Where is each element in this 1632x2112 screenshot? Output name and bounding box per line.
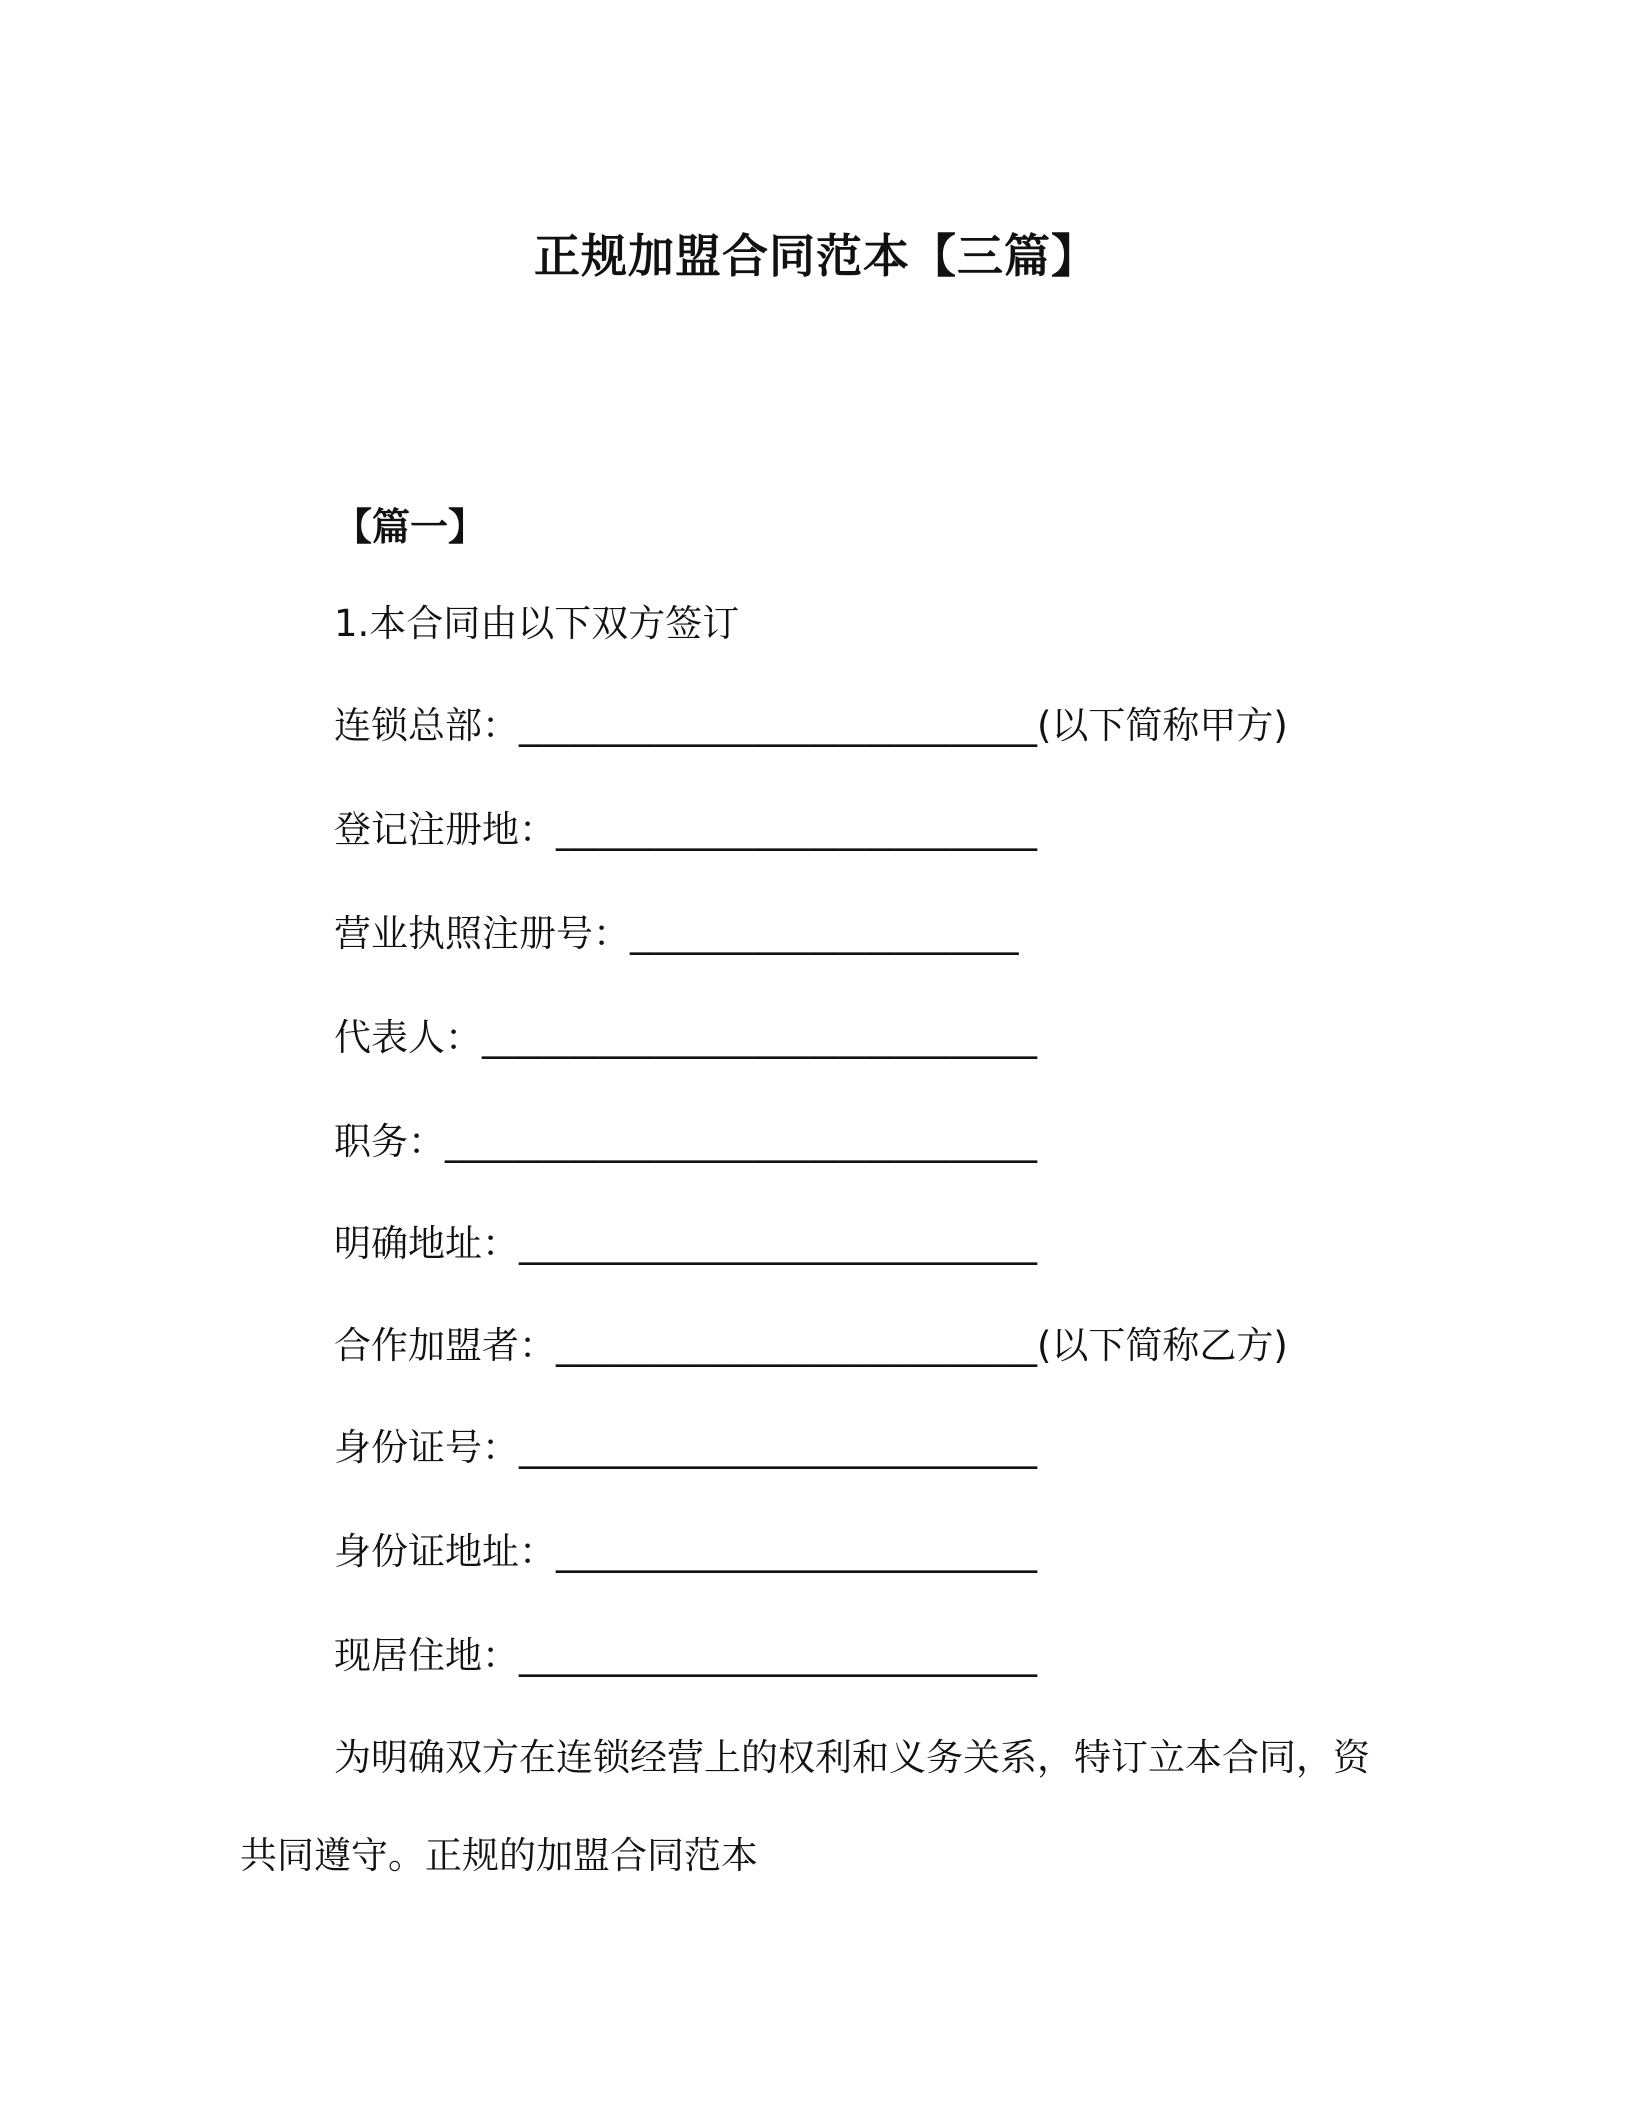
- field-label: 身份证地址：: [334, 1530, 556, 1573]
- field-label: 连锁总部：: [334, 704, 519, 747]
- field-label: 营业执照注册号：: [334, 912, 630, 955]
- field-current-residence: [334, 1632, 1037, 1680]
- document-title: 正规加盟合同范本【三篇】: [534, 229, 1098, 283]
- field-suffix: (以下简称乙方): [1037, 1324, 1288, 1367]
- field-label: 职务：: [334, 1120, 445, 1163]
- field-label: 现居住地：: [334, 1634, 519, 1677]
- field-blank: __________________________: [556, 1324, 1037, 1367]
- field-label: 合作加盟者：: [334, 1324, 556, 1367]
- section-heading: 【篇一】: [334, 505, 487, 549]
- field-address: [334, 1220, 1037, 1268]
- field-blank: ____________________________: [519, 1634, 1037, 1677]
- field-blank: ____________________________: [519, 1222, 1037, 1265]
- field-id-number: [334, 1424, 1037, 1472]
- paragraph-line-1: 为明确双方在连锁经营上的权利和义务关系，特订立本合同，资: [334, 1736, 1370, 1779]
- field-representative: [334, 1014, 1037, 1062]
- field-position: [334, 1118, 1037, 1166]
- field-id-address: [334, 1528, 1037, 1576]
- field-blank: ________________________________: [445, 1120, 1037, 1163]
- clause-heading: 1.本合同由以下双方签订: [334, 602, 740, 645]
- field-blank: __________________________: [556, 808, 1037, 851]
- field-chain-headquarters: [334, 702, 1288, 750]
- field-blank: ____________________________: [519, 1426, 1037, 1469]
- field-franchisee: [334, 1322, 1288, 1370]
- field-blank: ____________________________: [519, 704, 1037, 747]
- field-blank: __________________________: [556, 1530, 1037, 1573]
- field-label: 代表人：: [334, 1016, 482, 1059]
- field-registration-place: [334, 806, 1037, 854]
- field-label: 明确地址：: [334, 1222, 519, 1265]
- paragraph-line-2: 共同遵守。正规的加盟合同范本: [240, 1834, 758, 1877]
- field-blank: _____________________: [630, 912, 1019, 955]
- field-label: 身份证号：: [334, 1426, 519, 1469]
- field-label: 登记注册地：: [334, 808, 556, 851]
- field-business-license-number: [334, 910, 1019, 958]
- field-suffix: (以下简称甲方): [1037, 704, 1288, 747]
- field-blank: ______________________________: [482, 1016, 1037, 1059]
